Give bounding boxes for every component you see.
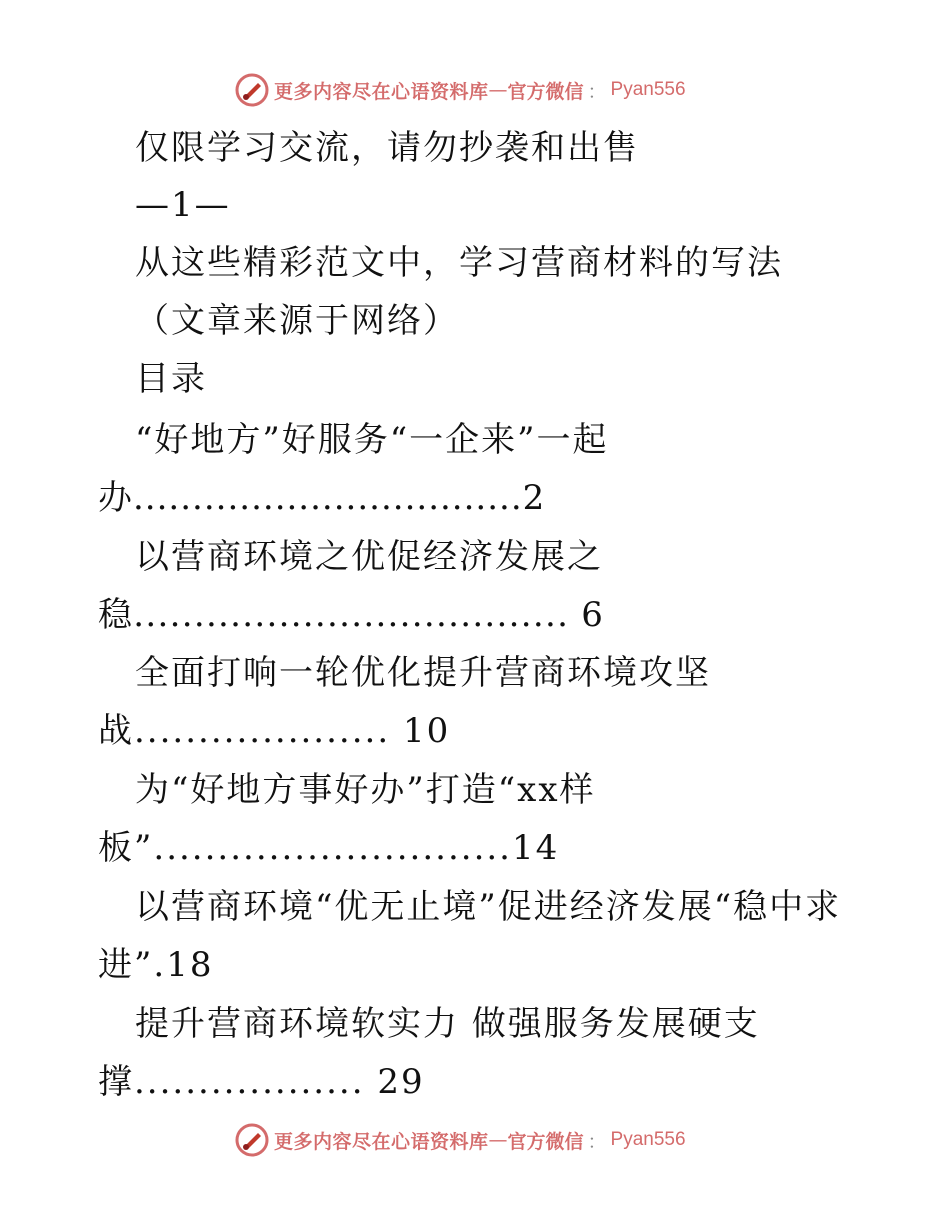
toc-entry-5-title: 以营商环境“优无止境”促进经济发展“稳中求 [135,887,842,927]
toc-heading: 目录 [135,359,207,399]
watermark-wechat-label: 官方微信 [507,80,584,103]
watermark-separator: — [488,79,508,101]
toc-entry-4-title: 为“好地方事好办”打造“xx样 [135,770,596,810]
toc-entry-5-page: 进”.18 [98,945,214,985]
toc-entry-1-title: “好地方”好服务“一企来”一起 [135,420,609,460]
watermark-wechat-id: Pyan556 [610,79,686,100]
watermark-colon: ： [587,1130,607,1153]
brand-logo-icon [234,72,270,108]
source-note: （文章来源于网络） [135,301,459,341]
notice-text: 仅限学习交流，请勿抄袭和出售 [135,128,639,168]
watermark-main-text: 更多内容尽在心语资料库 [274,1130,489,1153]
watermark-wechat-id: Pyan556 [610,1129,686,1150]
toc-entry-2-title: 以营商环境之优促经济发展之 [135,537,603,577]
toc-entry-3-page: 战.................... 10 [98,711,451,751]
watermark-main-text: 更多内容尽在心语资料库 [274,80,489,103]
page-marker: —1— [135,185,231,225]
watermark-header [234,72,686,108]
watermark-colon: ： [587,80,607,103]
toc-entry-4-page: 板”............................14 [98,828,560,868]
document-title: 从这些精彩范文中，学习营商材料的写法 [135,243,783,283]
toc-entry-2-page: 稳.................................... 6 [98,595,605,635]
toc-entry-1-page: 办.................................2 [98,478,546,518]
watermark-separator: — [488,1129,508,1151]
watermark-footer [234,1122,686,1158]
toc-entry-3-title: 全面打响一轮优化提升营商环境攻坚 [135,653,711,693]
watermark-wechat-label: 官方微信 [507,1130,584,1153]
brand-logo-icon [234,1122,270,1158]
toc-entry-6-title: 提升营商环境软实力 做强服务发展硬支 [135,1004,760,1044]
toc-entry-6-page: 撑.................. 29 [98,1062,425,1102]
